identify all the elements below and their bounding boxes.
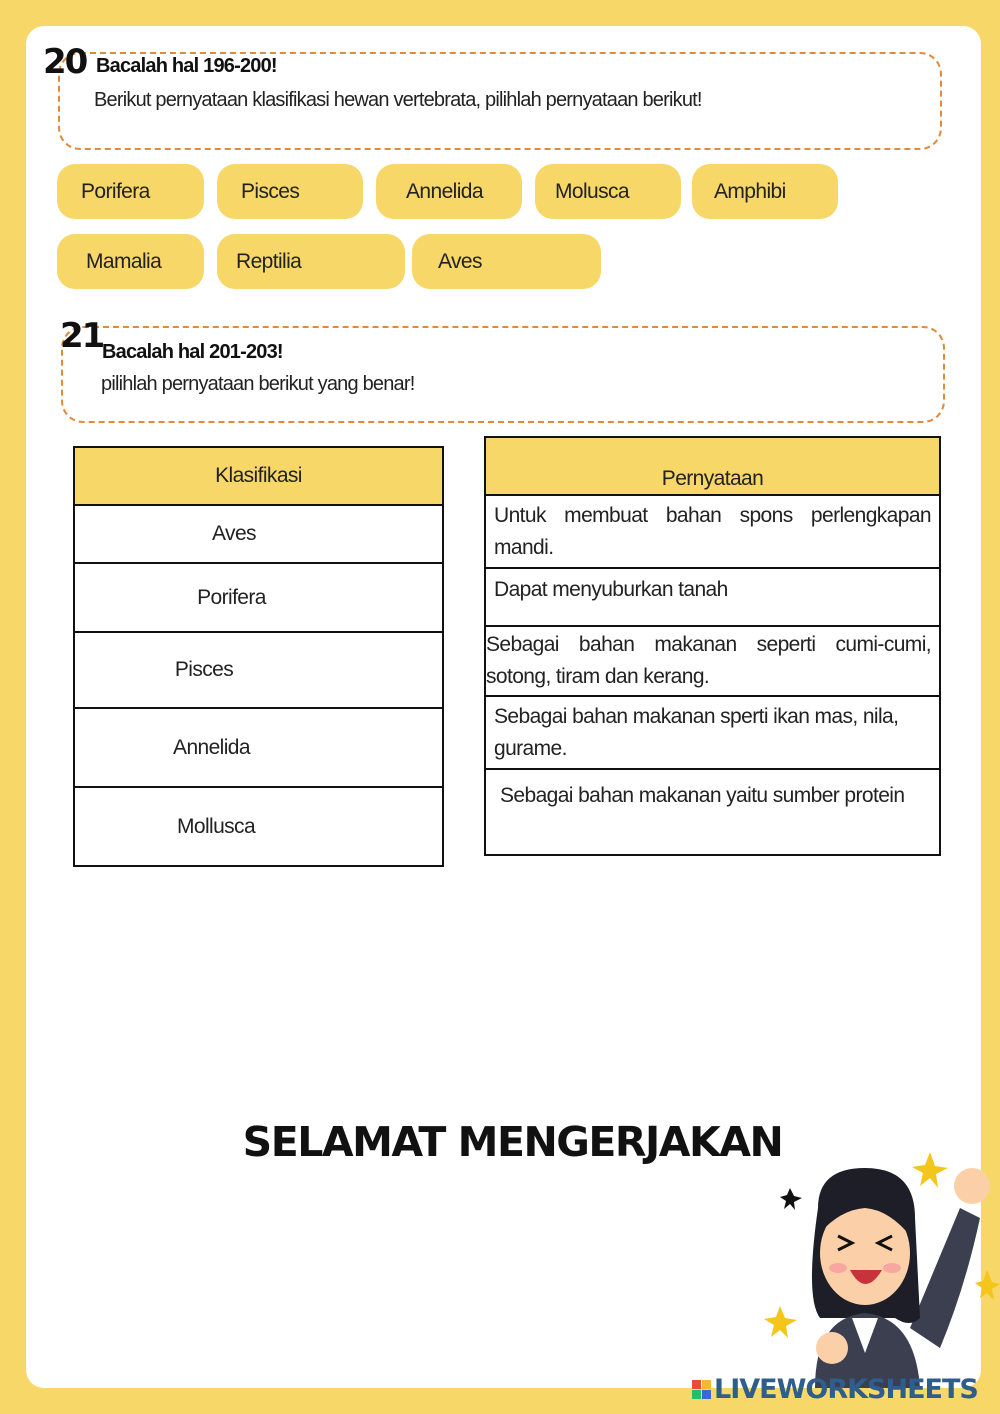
pernyataan-cell[interactable]: Dapat menyuburkan tanah [485,568,940,626]
sparkle-icon [975,1270,1000,1300]
klasifikasi-header: Klasifikasi [74,447,443,505]
klasifikasi-cell[interactable]: Aves [74,505,443,563]
liveworksheets-logo [692,1374,978,1405]
pernyataan-cell[interactable]: Untuk membuat bahan spons perlengkapan mandi. [485,495,940,568]
klasifikasi-cell[interactable]: Mollusca [74,787,443,866]
question-20-number: 20 [43,42,87,82]
option-chip[interactable]: Pisces [217,164,363,219]
question-21-number: 21 [60,316,104,356]
sparkle-icon [764,1306,797,1338]
klasifikasi-table [73,446,444,867]
pernyataan-cell[interactable]: Sebagai bahan makanan sperti ikan mas, nila, gurame. [485,696,940,769]
klasifikasi-cell[interactable]: Porifera [74,563,443,632]
option-chip[interactable]: Mamalia [57,234,204,289]
option-chip[interactable]: Molusca [535,164,681,219]
pernyataan-header: Pernyataan [485,437,940,495]
pernyataan-cell[interactable]: Sebagai bahan makanan seperti cumi-cumi, sotong, tiram dan kerang. [485,626,940,696]
option-chip[interactable]: Annelida [376,164,522,219]
option-chip[interactable]: Porifera [57,164,204,219]
sparkle-icon [912,1152,948,1188]
question-20-title: Bacalah hal 196-200! [96,55,277,77]
sparkle-icon [780,1188,802,1210]
option-chip[interactable]: Reptilia [217,234,405,289]
option-chip[interactable]: Amphibi [692,164,838,219]
closing-message: SELAMAT MENGERJAKAN [242,1118,783,1166]
option-chip[interactable]: Aves [412,234,601,289]
logo-mark-icon [692,1380,711,1399]
pernyataan-cell[interactable]: Sebagai bahan makanan yaitu sumber protein [485,769,940,855]
cheering-girl-illustration [760,1148,1000,1388]
brand-name: LIVEWORKSHEETS [714,1374,978,1405]
question-20-instruction: Berikut pernyataan klasifikasi hewan vertebrata, pilihlah pernyataan berikut! [94,89,702,111]
question-21-title: Bacalah hal 201-203! [102,341,283,363]
klasifikasi-cell[interactable]: Pisces [74,632,443,708]
pernyataan-table [484,436,941,856]
question-21-instruction: pilihlah pernyataan berikut yang benar! [101,373,415,395]
klasifikasi-cell[interactable]: Annelida [74,708,443,787]
